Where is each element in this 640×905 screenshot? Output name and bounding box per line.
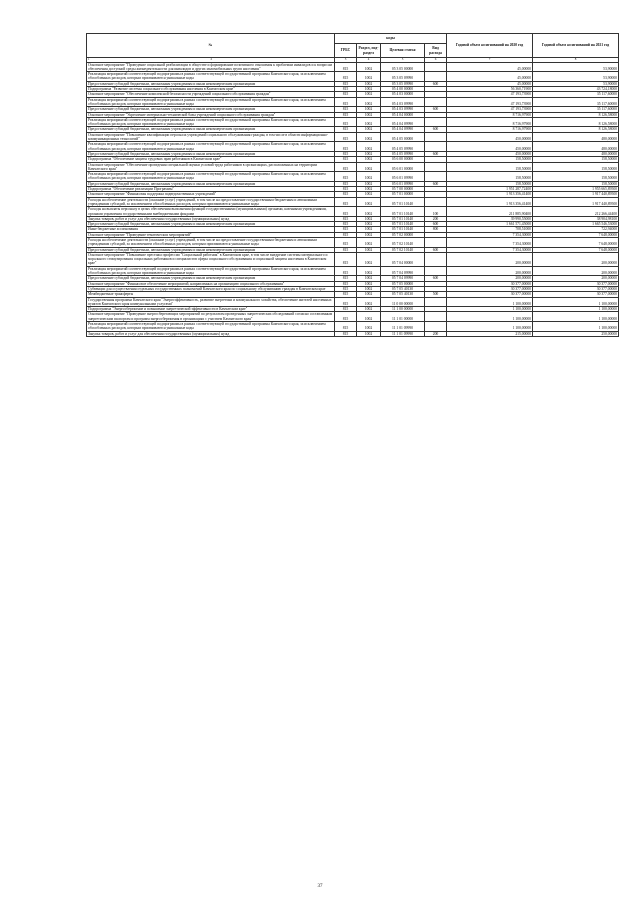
table-row xyxy=(87,132,619,142)
row-name: Расходы на выплаты персоналу в целях обеспечения выполнения функций государственными (муниципальными) органами, казенными учреждениями, органами управления государственными внебюджетными фондами xyxy=(87,207,335,217)
row-amount-2021: 1 917 440,89500 xyxy=(533,192,619,197)
row-expense-type: 600 xyxy=(425,127,447,132)
row-amount-2020: 8 716,97900 xyxy=(447,117,533,127)
row-grbs: 815 xyxy=(335,197,357,207)
row-grbs: 815 xyxy=(335,132,357,142)
column-index-1: 1 xyxy=(88,57,90,61)
row-amount-2021: 158,50000 xyxy=(533,157,619,162)
column-header-razdel: Раздел, под-раздел xyxy=(357,44,381,58)
row-grbs: 815 xyxy=(335,92,357,97)
row-amount-2020: 47 193,73900 xyxy=(447,107,533,112)
row-amount-2021: 53,90000 xyxy=(533,72,619,82)
row-amount-2021: 158,50000 xyxy=(533,162,619,172)
row-name: Государственная программа Камчатского края "Энергоэффективность, развитие энергетики и коммунального хозяйства, обеспечение жителей населенных пунктов Камчатского края коммунальными услугами" xyxy=(87,297,335,307)
row-amount-2021: 30 377,00000 xyxy=(533,292,619,297)
row-expense-type xyxy=(425,72,447,82)
row-grbs: 815 xyxy=(335,181,357,186)
row-expense-type xyxy=(425,117,447,127)
row-target-article: 05 4 05 00000 xyxy=(381,132,425,142)
row-target-article: 05 7 02 00000 xyxy=(381,232,425,237)
row-name: Расходы на обеспечение деятельности (оказание услуг) учреждений, в том числе на предоставление государственным бюджетным и автономным учреждениям субсидий, за исключением обособленных расходов, которым присваиваются уникальные коды xyxy=(87,237,335,247)
row-name: Расходы на обеспечение деятельности (оказание услуг) учреждений, в том числе на предоставление государственным бюджетным и автономным учреждениям субсидий, за исключением обособленных расходов, которым присваиваются уникальные коды xyxy=(87,197,335,207)
row-amount-2021: 35 117,60000 xyxy=(533,97,619,107)
row-amount-2020: 30 377,00000 xyxy=(447,286,533,291)
row-target-article: 11 0 00 00000 xyxy=(381,297,425,307)
row-name: Реализация мероприятий соответствующей подпрограммы в рамках соответствующей государственной программы Камчатского края, за исключением обособленных расходов, которым присваиваются уникальные коды xyxy=(87,142,335,152)
row-grbs: 815 xyxy=(335,232,357,237)
row-amount-2020: 7 354,30000 xyxy=(447,237,533,247)
row-grbs: 815 xyxy=(335,247,357,252)
row-amount-2020: 8 716,97900 xyxy=(447,127,533,132)
row-name: Основное мероприятие "Финансовая поддержка подведомственных учреждений" xyxy=(87,192,335,197)
row-amount-2021: 30 377,00000 xyxy=(533,281,619,286)
row-expense-type: 600 xyxy=(425,276,447,281)
column-index-5: 5 xyxy=(381,58,425,63)
row-grbs: 815 xyxy=(335,222,357,227)
row-name: Предоставление субсидий бюджетным, автономным учреждениям и иным некоммерческим организациям xyxy=(87,81,335,86)
row-target-article: 05 7 00 00000 xyxy=(381,187,425,192)
column-index-4: 4 xyxy=(357,58,381,63)
row-name: Реализация мероприятий соответствующей подпрограммы в рамках соответствующей государственной программы Камчатского края, за исключением обособленных расходов, которым присваиваются уникальные коды xyxy=(87,266,335,276)
row-name: Предоставление субсидий бюджетным, автономным учреждениям и иным некоммерческим организациям xyxy=(87,151,335,156)
row-amount-2021: 1 955 665,89500 xyxy=(533,187,619,192)
column-index-3: 3 xyxy=(335,58,357,63)
row-name: Основное мероприятие "Проведение тематических мероприятий" xyxy=(87,232,335,237)
row-razdel: 1002 xyxy=(357,247,381,252)
row-razdel: 1002 xyxy=(357,266,381,276)
row-expense-type xyxy=(425,197,447,207)
row-razdel: 1002 xyxy=(357,157,381,162)
row-amount-2021: 200,00000 xyxy=(533,276,619,281)
row-target-article: 05 6 01 00000 xyxy=(381,162,425,172)
row-razdel: 1002 xyxy=(357,252,381,266)
row-target-article: 05 7 02 10140 xyxy=(381,247,425,252)
row-target-article: 05 3 05 09990 xyxy=(381,81,425,86)
row-target-article: 05 6 01 09990 xyxy=(381,181,425,186)
row-name: Реализация мероприятий соответствующей подпрограммы в рамках соответствующей государственной программы Камчатского края, за исключением обособленных расходов, которым присваиваются уникальные коды xyxy=(87,322,335,332)
row-amount-2020: 47 193,73900 xyxy=(447,92,533,97)
row-razdel: 1002 xyxy=(357,281,381,286)
table-row xyxy=(87,142,619,152)
row-amount-2020: 450,00000 xyxy=(447,151,533,156)
row-expense-type xyxy=(425,297,447,307)
row-name: Основное мероприятие "Повышение престижа профессии "Социальный работник" в Камчатском крае, в том числе внедрение системы материального и морального стимулирования социальных работников и специалистов сферы социального обслуживания и социальной защиты населения в Камчатском крае" xyxy=(87,252,335,266)
table-body xyxy=(87,58,619,337)
row-target-article: 11 1 00 00000 xyxy=(381,307,425,312)
row-grbs: 815 xyxy=(335,117,357,127)
row-grbs: 815 xyxy=(335,266,357,276)
row-expense-type: 600 xyxy=(425,247,447,252)
row-razdel: 1002 xyxy=(357,322,381,332)
row-name: Субвенции для осуществления отдельных государственных полномочий Камчатского края по социальному обслуживанию граждан в Камчатском крае xyxy=(87,286,335,291)
row-expense-type: 200 xyxy=(425,216,447,221)
row-target-article: 11 1 01 00000 xyxy=(381,312,425,322)
row-amount-2020: 1 951 287,72400 xyxy=(447,187,533,192)
column-index-8: 8 xyxy=(533,58,619,63)
row-amount-2020: 215,00000 xyxy=(447,331,533,336)
row-target-article: 05 4 03 09990 xyxy=(381,107,425,112)
row-amount-2020: 45,00000 xyxy=(447,62,533,72)
row-amount-2021: 250,00000 xyxy=(533,331,619,336)
row-grbs: 815 xyxy=(335,142,357,152)
row-target-article: 05 7 01 00000 xyxy=(381,192,425,197)
row-amount-2020: 708,51000 xyxy=(447,227,533,232)
row-name: Предоставление субсидий бюджетным, автономным учреждениям и иным некоммерческим организациям xyxy=(87,247,335,252)
row-grbs: 815 xyxy=(335,322,357,332)
row-razdel: 1002 xyxy=(357,107,381,112)
column-header-grbs: ГРБС xyxy=(335,44,357,58)
row-name: Предоставление субсидий бюджетным, автономным учреждениям и иным некоммерческим организациям xyxy=(87,107,335,112)
row-amount-2020: 56 360,71900 xyxy=(447,87,533,92)
row-name: Предоставление субсидий бюджетным, автономным учреждениям и иным некоммерческим организациям xyxy=(87,276,335,281)
column-index-6: 6 xyxy=(425,58,447,63)
row-amount-2021: 7 648,00000 xyxy=(533,247,619,252)
row-grbs: 815 xyxy=(335,292,357,297)
row-expense-type: 100 xyxy=(425,207,447,217)
row-name: Реализация мероприятий соответствующей подпрограммы в рамках соответствующей государственной программы Камчатского края, за исключением обособленных расходов, которым присваиваются уникальные коды xyxy=(87,172,335,182)
row-amount-2020: 158,50000 xyxy=(447,157,533,162)
row-target-article: 05 4 04 09990 xyxy=(381,117,425,127)
row-name: Подпрограмма "Обеспечение реализации Программы" xyxy=(87,187,335,192)
row-expense-type xyxy=(425,172,447,182)
row-name: Реализация мероприятий соответствующей подпрограммы в рамках соответствующей государственной программы Камчатского края, за исключением обособленных расходов, которым присваиваются уникальные коды xyxy=(87,97,335,107)
row-amount-2020: 450,00000 xyxy=(447,142,533,152)
row-expense-type xyxy=(425,322,447,332)
row-amount-2020: 30 377,00000 xyxy=(447,292,533,297)
row-razdel: 1002 xyxy=(357,286,381,291)
column-header-2020: Годовой объем ассигнований на 2020 год xyxy=(447,34,533,58)
column-header-codes: коды xyxy=(335,34,447,44)
table-row xyxy=(87,172,619,182)
row-amount-2020: 47 193,73900 xyxy=(447,97,533,107)
row-amount-2020: 450,00000 xyxy=(447,132,533,142)
row-expense-type xyxy=(425,252,447,266)
row-grbs: 815 xyxy=(335,276,357,281)
row-name: Основное мероприятие "Укрепление материально-технической базы учреждений социального обслуживания граждан" xyxy=(87,112,335,117)
row-amount-2021: 30 377,00000 xyxy=(533,286,619,291)
row-amount-2021: 7 648,00000 xyxy=(533,232,619,237)
row-target-article: 05 4 03 00000 xyxy=(381,92,425,97)
column-header-expense-type: Вид расхода xyxy=(425,44,447,58)
row-razdel: 1002 xyxy=(357,237,381,247)
row-grbs: 815 xyxy=(335,72,357,82)
row-amount-2020: 45,00000 xyxy=(447,72,533,82)
table-row xyxy=(87,97,619,107)
row-amount-2021: 35 117,60000 xyxy=(533,107,619,112)
row-amount-2020: 1 661 571,45000 xyxy=(447,222,533,227)
row-name: Предоставление субсидий бюджетным, автономным учреждениям и иным некоммерческим организациям xyxy=(87,127,335,132)
row-amount-2020: 158,50000 xyxy=(447,172,533,182)
row-razdel: 1002 xyxy=(357,197,381,207)
row-name: Основное мероприятие "Обеспечение проведения специальной оценки условий труда работников в организациях, расположенных на территории Камчатского края" xyxy=(87,162,335,172)
row-expense-type xyxy=(425,266,447,276)
row-amount-2021: 8 126,58000 xyxy=(533,127,619,132)
row-razdel: 1002 xyxy=(357,142,381,152)
row-razdel: 1002 xyxy=(357,87,381,92)
row-amount-2020: 200,00000 xyxy=(447,276,533,281)
row-razdel: 1002 xyxy=(357,172,381,182)
row-grbs: 815 xyxy=(335,216,357,221)
row-amount-2021: 1 100,00000 xyxy=(533,307,619,312)
row-name: Реализация мероприятий соответствующей подпрограммы в рамках соответствующей государственной программы Камчатского края, за исключением обособленных расходов, которым присваиваются уникальные коды xyxy=(87,117,335,127)
row-grbs: 815 xyxy=(335,286,357,291)
row-amount-2020: 211 885,90400 xyxy=(447,207,533,217)
row-target-article: 05 7 04 09990 xyxy=(381,266,425,276)
table-row xyxy=(87,297,619,307)
row-grbs: 815 xyxy=(335,107,357,112)
row-razdel: 1002 xyxy=(357,112,381,117)
row-amount-2020: 200,00000 xyxy=(447,252,533,266)
row-razdel: 1002 xyxy=(357,216,381,221)
row-expense-type: 800 xyxy=(425,227,447,232)
row-amount-2020: 30 377,00000 xyxy=(447,281,533,286)
row-razdel: 1002 xyxy=(357,312,381,322)
row-amount-2020: 1 100,00000 xyxy=(447,322,533,332)
row-name: Основное мероприятие "Финансовое обеспечение мероприятий, направленных на организацию социального обслуживания" xyxy=(87,281,335,286)
row-target-article: 05 7 04 00000 xyxy=(381,252,425,266)
row-target-article: 11 1 01 09990 xyxy=(381,322,425,332)
row-razdel: 1002 xyxy=(357,331,381,336)
row-amount-2021: 53,90000 xyxy=(533,81,619,86)
row-name: Основное мероприятие "Проведение социальной реабилитации в обществе и формирование позитивного отношения к проблемам инвалидов и к вопросам обеспечения доступной среды жизнедеятельности для инвалидов и других маломобильных групп населения" xyxy=(87,62,335,72)
row-amount-2020: 158,50000 xyxy=(447,162,533,172)
row-razdel: 1002 xyxy=(357,222,381,227)
row-razdel: 1002 xyxy=(357,97,381,107)
row-target-article: 05 4 05 09990 xyxy=(381,142,425,152)
row-razdel: 1002 xyxy=(357,132,381,142)
row-grbs: 815 xyxy=(335,192,357,197)
row-razdel: 1002 xyxy=(357,151,381,156)
row-amount-2021: 158,50000 xyxy=(533,172,619,182)
row-name: Предоставление субсидий бюджетным, автономным учреждениям и иным некоммерческим организациям xyxy=(87,222,335,227)
row-razdel: 1002 xyxy=(357,307,381,312)
row-expense-type xyxy=(425,142,447,152)
row-amount-2020: 200,00000 xyxy=(447,266,533,276)
row-name: Закупка товаров, работ и услуг для обеспечения государственных (муниципальных) нужд xyxy=(87,331,335,336)
row-amount-2021: 200,00000 xyxy=(533,252,619,266)
table-row xyxy=(87,197,619,207)
row-target-article: 05 7 02 10140 xyxy=(381,237,425,247)
table-row xyxy=(87,117,619,127)
row-grbs: 815 xyxy=(335,227,357,232)
row-grbs: 815 xyxy=(335,162,357,172)
table-row xyxy=(87,162,619,172)
row-name: Закупка товаров, работ и услуг для обеспечения государственных (муниципальных) нужд xyxy=(87,216,335,221)
row-expense-type xyxy=(425,237,447,247)
row-grbs: 815 xyxy=(335,331,357,336)
row-grbs: 815 xyxy=(335,112,357,117)
budget-table xyxy=(86,33,619,337)
row-amount-2021: 480,00000 xyxy=(533,132,619,142)
row-amount-2021: 480,00000 xyxy=(533,142,619,152)
row-grbs: 815 xyxy=(335,297,357,307)
row-razdel: 1002 xyxy=(357,117,381,127)
row-name: Основное мероприятие "Повышение квалификации персонала учреждений социального обслуживания граждан, в том числе в области информационно-коммуникационных технологий" xyxy=(87,132,335,142)
row-name: Иные бюджетные ассигнования xyxy=(87,227,335,232)
row-razdel: 1002 xyxy=(357,92,381,97)
row-amount-2021: 8 126,58000 xyxy=(533,112,619,117)
table-row xyxy=(87,331,619,336)
row-name: Межбюджетные трансферты xyxy=(87,292,335,297)
table-row xyxy=(87,266,619,276)
row-amount-2021: 212 266,44400 xyxy=(533,207,619,217)
row-target-article: 05 3 05 09990 xyxy=(381,72,425,82)
row-amount-2021: 1 665 546,53000 xyxy=(533,222,619,227)
row-grbs: 815 xyxy=(335,81,357,86)
row-razdel: 1002 xyxy=(357,192,381,197)
row-expense-type: 600 xyxy=(425,222,447,227)
row-name: Предоставление субсидий бюджетным, автономным учреждениям и иным некоммерческим организациям xyxy=(87,181,335,186)
row-target-article: 05 7 05 00000 xyxy=(381,281,425,286)
table-row xyxy=(87,322,619,332)
row-expense-type xyxy=(425,162,447,172)
row-expense-type xyxy=(425,312,447,322)
table-row xyxy=(87,252,619,266)
row-grbs: 815 xyxy=(335,207,357,217)
row-amount-2020: 39 990,55000 xyxy=(447,216,533,221)
row-razdel: 1002 xyxy=(357,227,381,232)
row-razdel: 1002 xyxy=(357,181,381,186)
row-amount-2020: 1 913 356,41400 xyxy=(447,197,533,207)
row-name: Реализация мероприятий соответствующей подпрограммы в рамках соответствующей государственной программы Камчатского края, за исключением обособленных расходов, которым присваиваются уникальные коды xyxy=(87,72,335,82)
row-amount-2020: 45,00000 xyxy=(447,81,533,86)
row-amount-2021: 480,00000 xyxy=(533,151,619,156)
row-amount-2021: 158,50000 xyxy=(533,181,619,186)
row-amount-2020: 1 100,00000 xyxy=(447,307,533,312)
row-amount-2021: 1 100,00000 xyxy=(533,322,619,332)
row-name: Основное мероприятие "Проведение энергосберегающих мероприятий по результатам проведенных энергетических обследований согласно составленным энергетическим паспортам и программ энергосбережения в организациях с участием Камчатского края" xyxy=(87,312,335,322)
row-expense-type xyxy=(425,62,447,72)
row-grbs: 815 xyxy=(335,151,357,156)
row-amount-2020: 7 354,30000 xyxy=(447,247,533,252)
row-grbs: 815 xyxy=(335,87,357,92)
row-name: Подпрограмма "Энергосбережение и повышение энергетической эффективности в Камчатском крае" xyxy=(87,307,335,312)
row-amount-2020: 1 913 356,41400 xyxy=(447,192,533,197)
row-target-article: 05 7 01 10140 xyxy=(381,227,425,232)
row-amount-2020: 1 100,00000 xyxy=(447,312,533,322)
row-amount-2021: 43 724,18000 xyxy=(533,87,619,92)
row-razdel: 1002 xyxy=(357,72,381,82)
table-row xyxy=(87,312,619,322)
row-target-article: 05 4 04 09990 xyxy=(381,127,425,132)
table-row xyxy=(87,237,619,247)
column-header-2021: Годовой объем ассигнований на 2021 год xyxy=(533,34,619,58)
row-razdel: 1002 xyxy=(357,232,381,237)
row-amount-2021: 1 100,00000 xyxy=(533,312,619,322)
column-index-2: 2 xyxy=(210,57,213,61)
table-row xyxy=(87,207,619,217)
row-grbs: 815 xyxy=(335,281,357,286)
row-expense-type: 600 xyxy=(425,81,447,86)
row-amount-2020: 8 716,97900 xyxy=(447,112,533,117)
row-amount-2021: 7 648,00000 xyxy=(533,237,619,247)
row-target-article: 05 4 05 09990 xyxy=(381,151,425,156)
row-target-article: 05 4 00 00000 xyxy=(381,87,425,92)
row-grbs: 815 xyxy=(335,307,357,312)
row-name: Основное мероприятие "Обеспечение комплексной безопасности учреждений социального обслуживания граждан" xyxy=(87,92,335,97)
row-amount-2020: 158,50000 xyxy=(447,181,533,186)
row-grbs: 815 xyxy=(335,157,357,162)
row-grbs: 815 xyxy=(335,312,357,322)
row-razdel: 1002 xyxy=(357,276,381,281)
row-name: Подпрограмма "Развитие системы социального обслуживания населения в Камчатском крае" xyxy=(87,87,335,92)
row-grbs: 815 xyxy=(335,172,357,182)
row-razdel: 1002 xyxy=(357,297,381,307)
row-razdel: 1002 xyxy=(357,207,381,217)
row-target-article: 05 3 05 00000 xyxy=(381,62,425,72)
row-grbs: 815 xyxy=(335,62,357,72)
row-target-article: 05 7 05 40130 xyxy=(381,292,425,297)
row-target-article: 11 1 01 09990 xyxy=(381,331,425,336)
row-expense-type xyxy=(425,97,447,107)
row-expense-type: 500 xyxy=(425,292,447,297)
row-amount-2020: 7 354,30000 xyxy=(447,232,533,237)
row-grbs: 815 xyxy=(335,97,357,107)
row-target-article: 05 4 03 09990 xyxy=(381,97,425,107)
row-amount-2021: 200,00000 xyxy=(533,266,619,276)
row-amount-2021: 722,94000 xyxy=(533,227,619,232)
row-razdel: 1002 xyxy=(357,162,381,172)
row-target-article: 05 7 01 10140 xyxy=(381,197,425,207)
row-grbs: 815 xyxy=(335,187,357,192)
row-razdel: 1002 xyxy=(357,62,381,72)
row-expense-type: 600 xyxy=(425,151,447,156)
row-amount-2021: 53,90000 xyxy=(533,62,619,72)
column-header-number: № xyxy=(87,34,335,58)
table-row xyxy=(87,62,619,72)
row-razdel: 1002 xyxy=(357,127,381,132)
row-target-article: 05 7 05 40130 xyxy=(381,286,425,291)
row-target-article: 05 7 01 10140 xyxy=(381,207,425,217)
row-grbs: 815 xyxy=(335,237,357,247)
row-razdel: 1002 xyxy=(357,81,381,86)
row-amount-2021: 1 917 440,89500 xyxy=(533,197,619,207)
page-number: 37 xyxy=(317,884,323,889)
table-row xyxy=(87,72,619,82)
row-target-article: 05 4 04 00000 xyxy=(381,112,425,117)
row-expense-type: 600 xyxy=(425,107,447,112)
row-amount-2021: 35 117,60000 xyxy=(533,92,619,97)
row-expense-type: 200 xyxy=(425,331,447,336)
row-razdel: 1002 xyxy=(357,292,381,297)
row-razdel: 1002 xyxy=(357,187,381,192)
row-target-article: 05 6 00 00000 xyxy=(381,157,425,162)
row-amount-2021: 38 904,98100 xyxy=(533,216,619,221)
row-amount-2021: 1 100,00000 xyxy=(533,297,619,307)
row-target-article: 05 7 01 10140 xyxy=(381,222,425,227)
column-index-7: 7 xyxy=(447,58,533,63)
row-target-article: 05 7 01 10140 xyxy=(381,216,425,221)
row-grbs: 815 xyxy=(335,252,357,266)
row-amount-2020: 1 100,00000 xyxy=(447,297,533,307)
column-header-target-article: Целевая статья xyxy=(381,44,425,58)
row-expense-type xyxy=(425,132,447,142)
row-name: Подпрограмма "Обеспечение защиты трудовых прав работников в Камчатском крае" xyxy=(87,157,335,162)
row-target-article: 05 6 01 09990 xyxy=(381,172,425,182)
row-expense-type: 600 xyxy=(425,181,447,186)
row-grbs: 815 xyxy=(335,127,357,132)
row-target-article: 05 7 04 09990 xyxy=(381,276,425,281)
row-amount-2021: 8 126,58000 xyxy=(533,117,619,127)
